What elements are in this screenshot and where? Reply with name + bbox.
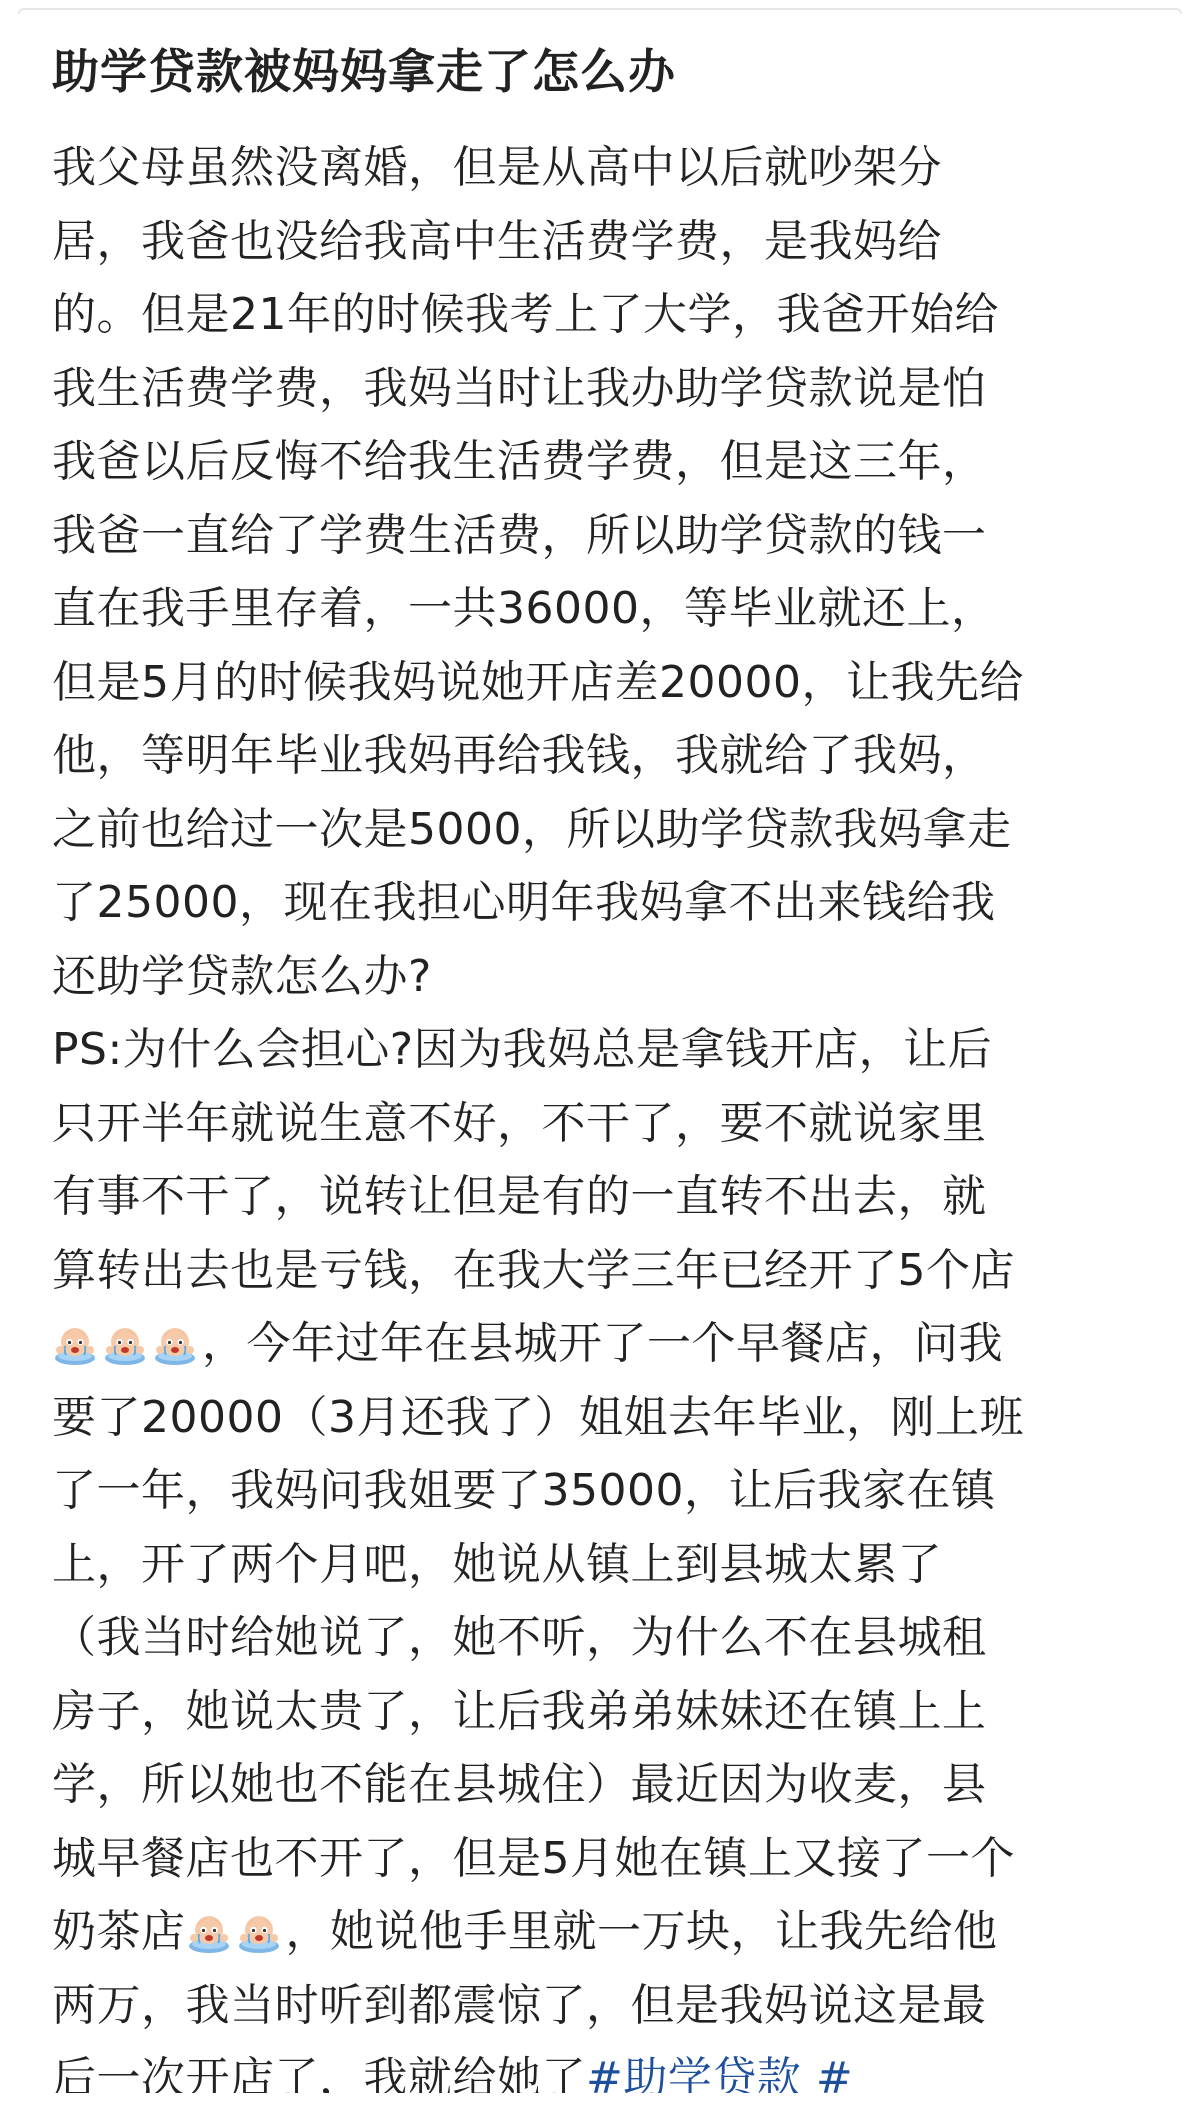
card-top-edge [18,8,1182,14]
text-line-emoji [52,1895,1172,1969]
text-line: 他，等明年毕业我妈再给我钱，我就给了我妈， [52,719,1172,793]
text-line: 的。但是21年的时候我考上了大学，我爸开始给 [52,278,1172,352]
text-line: （我当时给她说了，她不听，为什么不在县城租 [52,1601,1172,1675]
text-segment: ，她说他手里就一万块，让我先给他 [286,1906,998,1957]
crying-face-emoji-icon [236,1903,282,1949]
crying-face-emoji-icon [186,1903,232,1949]
top-bar [0,0,1200,14]
hashtag-link[interactable]: # [816,2053,853,2104]
text-segment: 后一次开店了，我就给她了 [52,2053,586,2104]
text-line: 我爸一直给了学费生活费，所以助学贷款的钱一 [52,499,1172,573]
text-line: 了一年，我妈问我姐要了35000，让后我家在镇 [52,1454,1172,1528]
text-line: 直在我手里存着，一共36000，等毕业就还上， [52,572,1172,646]
text-line: 我爸以后反悔不给我生活费学费，但是这三年， [52,425,1172,499]
text-line: 房子，她说太贵了，让后我弟弟妹妹还在镇上上 [52,1675,1172,1749]
text-line: 之前也给过一次是5000，所以助学贷款我妈拿走 [52,793,1172,867]
crying-face-emoji-icon [52,1315,98,1361]
text-line: PS:为什么会担心?因为我妈总是拿钱开店，让后 [52,1013,1172,1087]
text-line: 我生活费学费，我妈当时让我办助学贷款说是怕 [52,352,1172,426]
text-line: 学，所以她也不能在县城住）最近因为收麦，县 [52,1748,1172,1822]
post-body [52,131,1172,2116]
text-line: 要了20000（3月还我了）姐姐去年毕业，刚上班 [52,1381,1172,1455]
text-line: 还助学贷款怎么办? [52,940,1172,1014]
text-segment: 奶茶店 [52,1906,186,1957]
text-line: 但是5月的时候我妈说她开店差20000，让我先给 [52,646,1172,720]
text-line: 算转出去也是亏钱，在我大学三年已经开了5个店 [52,1234,1172,1308]
text-line: 我父母虽然没离婚，但是从高中以后就吵架分 [52,131,1172,205]
crying-face-emoji-icon [102,1315,148,1361]
text-line: 了25000，现在我担心明年我妈拿不出来钱给我 [52,866,1172,940]
text-line-emoji [52,1307,1172,1381]
hashtag-link[interactable]: #助学贷款 [586,2053,801,2104]
text-line: 只开半年就说生意不好，不干了，要不就说家里 [52,1087,1172,1161]
bottom-edge [0,2093,1200,2103]
text-line: 有事不干了，说转让但是有的一直转不出去，就 [52,1160,1172,1234]
text-segment: ，今年过年在县城开了一个早餐店，问我 [202,1318,1003,1369]
text-line: 城早餐店也不开了，但是5月她在镇上又接了一个 [52,1822,1172,1896]
post-title: 助学贷款被妈妈拿走了怎么办 [52,38,1152,108]
text-line-last [52,2042,1172,2116]
crying-face-emoji-icon [152,1315,198,1361]
text-line: 两万，我当时听到都震惊了，但是我妈说这是最 [52,1969,1172,2043]
text-line: 居，我爸也没给我高中生活费学费，是我妈给 [52,205,1172,279]
text-line: 上，开了两个月吧，她说从镇上到县城太累了 [52,1528,1172,1602]
